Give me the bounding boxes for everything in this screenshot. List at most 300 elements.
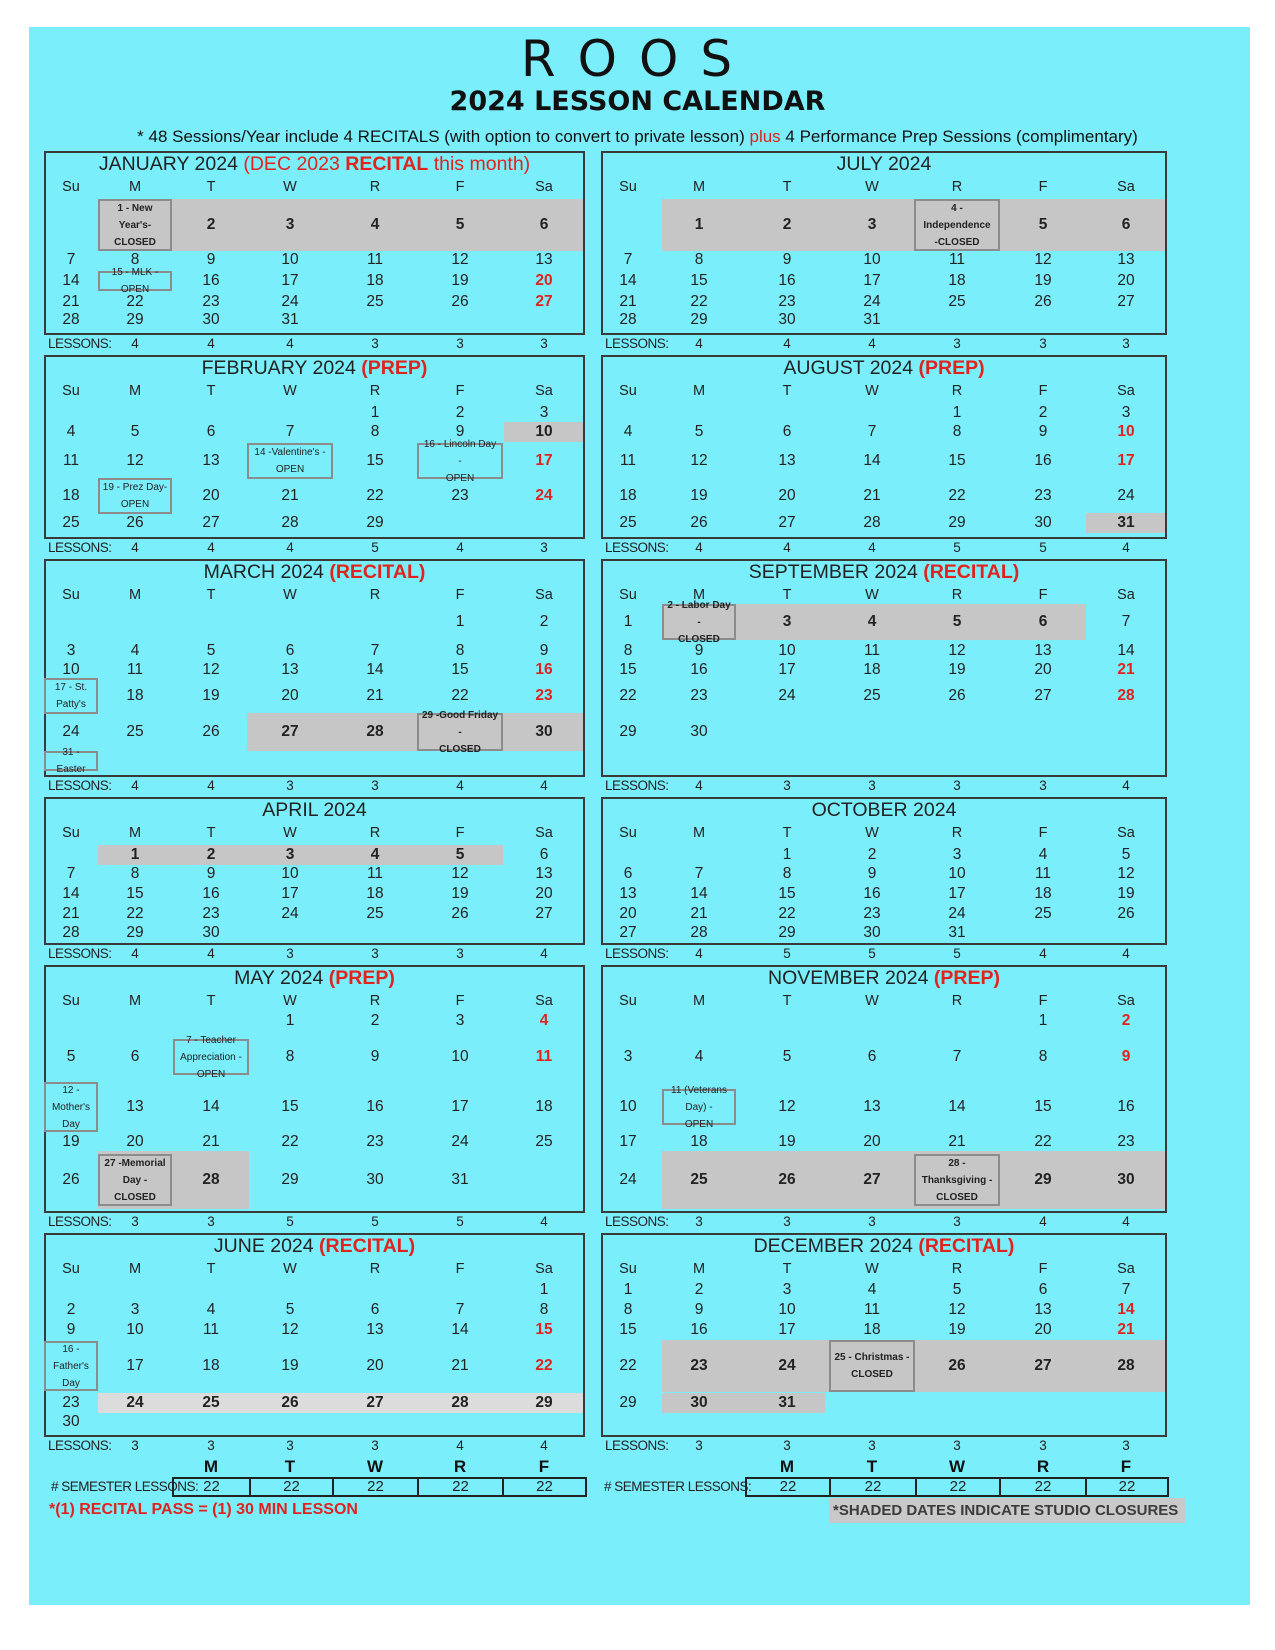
day-cell: 11	[1034, 865, 1052, 882]
day-cell: 25	[366, 293, 384, 310]
day-cell: 24	[619, 1171, 637, 1188]
day-header: Sa	[535, 587, 553, 603]
month-tag: (RECITAL)	[319, 1235, 416, 1257]
day-cell: 8	[952, 423, 962, 440]
semester-day-header: T	[866, 1457, 878, 1476]
day-cell: 1	[623, 1281, 633, 1298]
day-cell: 4	[539, 1012, 549, 1029]
lessons-count: 4	[1122, 1214, 1130, 1229]
day-cell: 14	[863, 452, 881, 469]
day-cell: 23	[690, 1357, 708, 1374]
semester-day-header: W	[366, 1457, 384, 1476]
day-cell: 31	[778, 1394, 796, 1411]
day-cell: 26	[948, 1357, 966, 1374]
day-cell: 6	[1121, 216, 1131, 233]
day-cell: 12	[690, 452, 708, 469]
day-header: R	[369, 587, 381, 603]
day-cell: 27	[1034, 1357, 1052, 1374]
day-cell: 17	[778, 661, 796, 678]
month-title	[603, 797, 1165, 823]
semester-count: 22	[1085, 1477, 1169, 1497]
day-cell: 16	[1034, 452, 1052, 469]
holiday-box: 11 (Veterans Day) - OPEN	[662, 1089, 736, 1125]
day-cell: 8	[623, 1301, 633, 1318]
day-cell: 22	[366, 487, 384, 504]
day-cell: 8	[130, 251, 140, 268]
day-cell: 19	[202, 687, 220, 704]
day-cell: 12	[1034, 251, 1052, 268]
day-header: Su	[62, 179, 80, 195]
day-cell: 29	[619, 1394, 637, 1411]
day-header: M	[128, 825, 142, 841]
day-cell: 18	[690, 1133, 708, 1150]
day-cell: 5	[1121, 846, 1131, 863]
day-header: M	[692, 587, 706, 603]
day-cell: 9	[455, 423, 465, 440]
day-cell: 5	[952, 613, 962, 630]
lessons-count: 4	[1122, 778, 1130, 793]
day-cell: 11	[863, 1301, 881, 1318]
day-cell: 21	[281, 487, 299, 504]
day-cell: 1	[623, 613, 633, 630]
day-cell: 2	[867, 846, 877, 863]
day-cell: 3	[782, 1281, 792, 1298]
day-cell: 20	[126, 1133, 144, 1150]
month-name: JUNE 2024	[213, 1235, 314, 1257]
day-cell: 19	[451, 272, 469, 289]
day-cell: 1	[539, 1281, 549, 1298]
day-cell: 16	[863, 885, 881, 902]
lessons-count: 4	[207, 336, 215, 351]
day-cell: 31	[451, 1171, 469, 1188]
day-cell: 26	[1034, 293, 1052, 310]
day-cell: 12	[281, 1321, 299, 1338]
month-name: JULY 2024	[836, 153, 932, 175]
lessons-count: 4	[868, 336, 876, 351]
month-tag: (RECITAL)	[329, 561, 426, 583]
day-cell: 14	[202, 1098, 220, 1115]
day-cell: 21	[863, 487, 881, 504]
day-cell: 11	[202, 1321, 220, 1338]
semester-day-header: F	[538, 1457, 550, 1476]
day-cell: 25	[126, 723, 144, 740]
day-cell: 10	[948, 865, 966, 882]
lessons-count: 3	[286, 1438, 294, 1453]
day-header: Su	[619, 587, 637, 603]
day-cell: 16	[366, 1098, 384, 1115]
day-cell: 3	[782, 613, 792, 630]
day-cell: 31	[1117, 514, 1135, 531]
lessons-count: 3	[371, 778, 379, 793]
month-note: (DEC 2023	[243, 153, 346, 175]
holiday-box: 25 - Christmas - CLOSED	[829, 1340, 915, 1392]
day-cell: 12	[126, 452, 144, 469]
day-cell: 21	[948, 1133, 966, 1150]
day-cell: 14	[1117, 1301, 1135, 1318]
holiday-box: 28 - Thanksgiving - CLOSED	[914, 1154, 1000, 1206]
day-cell: 15	[366, 452, 384, 469]
month-name: NOVEMBER 2024	[768, 967, 929, 989]
month-tag: (PREP)	[933, 967, 1000, 989]
lessons-count: 4	[456, 778, 464, 793]
day-header: R	[951, 587, 963, 603]
lessons-count: 3	[540, 336, 548, 351]
month-tag: (PREP)	[328, 967, 395, 989]
day-cell: 27	[619, 924, 637, 941]
day-cell: 30	[535, 723, 553, 740]
day-header: F	[455, 1261, 465, 1277]
day-cell: 14	[948, 1098, 966, 1115]
day-cell: 9	[66, 1321, 76, 1338]
day-cell: 20	[1034, 661, 1052, 678]
day-cell: 28	[281, 514, 299, 531]
day-cell: 9	[867, 865, 877, 882]
day-cell: 12	[451, 251, 469, 268]
day-header: T	[782, 383, 792, 399]
day-cell: 16	[690, 1321, 708, 1338]
day-cell: 6	[539, 216, 549, 233]
day-cell: 23	[863, 905, 881, 922]
day-cell: 24	[778, 1357, 796, 1374]
day-cell: 5	[694, 423, 704, 440]
day-cell: 29	[778, 924, 796, 941]
semester-day-header: W	[948, 1457, 966, 1476]
semester-count: 22	[999, 1477, 1087, 1497]
day-cell: 20	[1117, 272, 1135, 289]
day-header: W	[865, 825, 879, 841]
recital-note: *(1) RECITAL PASS = (1) 30 MIN LESSON	[49, 1501, 358, 1518]
day-cell: 29	[126, 311, 144, 328]
day-cell: 7	[867, 423, 877, 440]
day-cell: 6	[370, 1301, 380, 1318]
day-cell: 14	[366, 661, 384, 678]
day-cell: 8	[694, 251, 704, 268]
lessons-label: LESSONS:	[605, 336, 669, 351]
holiday-box: 16 - Father's Day	[44, 1341, 98, 1391]
day-cell: 20	[202, 487, 220, 504]
day-cell: 18	[366, 885, 384, 902]
month-title	[46, 797, 583, 823]
day-cell: 10	[126, 1321, 144, 1338]
semester-day-header: F	[1120, 1457, 1132, 1476]
day-cell: 20	[778, 487, 796, 504]
lessons-count: 5	[371, 1214, 379, 1229]
day-cell: 7	[694, 865, 704, 882]
month-name: OCTOBER 2024	[811, 799, 957, 821]
day-cell: 10	[281, 865, 299, 882]
day-cell: 26	[1117, 905, 1135, 922]
day-cell: 26	[126, 514, 144, 531]
day-cell: 6	[285, 642, 295, 659]
day-cell: 25	[535, 1133, 553, 1150]
day-cell: 28	[366, 723, 384, 740]
day-cell: 24	[281, 905, 299, 922]
day-cell: 3	[130, 1301, 140, 1318]
day-cell: 6	[1038, 1281, 1048, 1298]
lessons-count: 4	[207, 540, 215, 555]
day-cell: 18	[1034, 885, 1052, 902]
day-header: W	[865, 587, 879, 603]
day-cell: 20	[619, 905, 637, 922]
day-cell: 15	[619, 1321, 637, 1338]
day-cell: 8	[623, 642, 633, 659]
day-cell: 22	[948, 487, 966, 504]
day-cell: 18	[619, 487, 637, 504]
semester-day-header: T	[284, 1457, 296, 1476]
lessons-count: 5	[456, 1214, 464, 1229]
day-cell: 9	[694, 1301, 704, 1318]
lessons-count: 3	[695, 1214, 703, 1229]
day-header: M	[128, 383, 142, 399]
day-header: F	[1038, 179, 1048, 195]
day-cell: 13	[535, 251, 553, 268]
day-header: R	[369, 1261, 381, 1277]
day-header: Sa	[1117, 383, 1135, 399]
lessons-count: 3	[286, 946, 294, 961]
day-header: T	[206, 1261, 216, 1277]
holiday-box: 1 - New Year's- CLOSED	[98, 199, 172, 251]
day-cell: 4	[130, 642, 140, 659]
day-cell: 19	[690, 487, 708, 504]
day-cell: 9	[694, 642, 704, 659]
day-cell: 21	[1117, 1321, 1135, 1338]
day-cell: 21	[1117, 661, 1135, 678]
day-cell: 31	[948, 924, 966, 941]
day-cell: 17	[1117, 452, 1135, 469]
day-header: W	[283, 993, 297, 1009]
day-cell: 7	[285, 423, 295, 440]
day-cell: 7	[1121, 1281, 1131, 1298]
day-cell: 29	[366, 514, 384, 531]
lessons-count: 4	[1122, 946, 1130, 961]
day-cell: 7	[952, 1048, 962, 1065]
holiday-box: 12 - Mother's Day	[44, 1082, 98, 1132]
day-header: W	[283, 825, 297, 841]
lessons-count: 5	[868, 946, 876, 961]
lessons-count: 3	[1039, 336, 1047, 351]
day-cell: 21	[619, 293, 637, 310]
day-cell: 14	[62, 885, 80, 902]
day-cell: 13	[535, 865, 553, 882]
holiday-box: 7 - Teacher Appreciation - OPEN	[173, 1039, 249, 1075]
day-cell: 12	[948, 1301, 966, 1318]
day-cell: 23	[1034, 487, 1052, 504]
semester-day-header: R	[1036, 1457, 1050, 1476]
day-cell: 11	[126, 661, 144, 678]
day-header: Su	[619, 179, 637, 195]
day-header: Sa	[1117, 1261, 1135, 1277]
day-cell: 9	[1038, 423, 1048, 440]
day-cell: 5	[285, 1301, 295, 1318]
day-cell: 5	[455, 216, 465, 233]
day-cell: 22	[281, 1133, 299, 1150]
day-cell: 18	[535, 1098, 553, 1115]
month-title	[46, 965, 583, 991]
day-cell: 2	[206, 846, 216, 863]
day-cell: 1	[782, 846, 792, 863]
day-cell: 26	[778, 1171, 796, 1188]
day-cell: 1	[130, 846, 140, 863]
day-cell: 29	[948, 514, 966, 531]
day-header: Su	[62, 993, 80, 1009]
day-cell: 13	[778, 452, 796, 469]
day-header: Sa	[1117, 993, 1135, 1009]
day-header: F	[1038, 825, 1048, 841]
day-cell: 2	[539, 613, 549, 630]
day-header: Sa	[535, 383, 553, 399]
day-cell: 22	[535, 1357, 553, 1374]
lessons-count: 4	[207, 946, 215, 961]
day-cell: 13	[202, 452, 220, 469]
day-cell: 22	[126, 905, 144, 922]
day-cell: 21	[62, 293, 80, 310]
day-cell: 18	[62, 487, 80, 504]
day-cell: 4	[370, 846, 380, 863]
day-cell: 6	[867, 1048, 877, 1065]
lessons-count: 3	[286, 778, 294, 793]
day-cell: 9	[1121, 1048, 1131, 1065]
day-header: M	[692, 993, 706, 1009]
day-cell: 21	[62, 905, 80, 922]
day-cell: 22	[619, 1357, 637, 1374]
day-cell: 20	[1034, 1321, 1052, 1338]
lessons-label: LESSONS:	[48, 1214, 112, 1229]
day-cell: 28	[690, 924, 708, 941]
day-header: R	[369, 993, 381, 1009]
day-cell: 28	[62, 924, 80, 941]
day-header: F	[455, 825, 465, 841]
day-cell: 7	[1121, 613, 1131, 630]
day-cell: 30	[366, 1171, 384, 1188]
day-cell: 4	[370, 216, 380, 233]
day-header: M	[692, 383, 706, 399]
day-cell: 10	[863, 251, 881, 268]
day-cell: 12	[1117, 865, 1135, 882]
day-cell: 29	[619, 723, 637, 740]
day-cell: 17	[281, 272, 299, 289]
day-cell: 15	[1034, 1098, 1052, 1115]
day-cell: 5	[455, 846, 465, 863]
day-cell: 25	[202, 1394, 220, 1411]
lessons-count: 3	[953, 1214, 961, 1229]
day-cell: 15	[126, 885, 144, 902]
day-cell: 25	[1034, 905, 1052, 922]
day-cell: 7	[623, 251, 633, 268]
day-cell: 5	[952, 1281, 962, 1298]
day-cell: 17	[948, 885, 966, 902]
day-cell: 15	[451, 661, 469, 678]
day-cell: 21	[366, 687, 384, 704]
day-header: M	[128, 179, 142, 195]
day-cell: 26	[690, 514, 708, 531]
day-cell: 19	[62, 1133, 80, 1150]
day-cell: 2	[782, 216, 792, 233]
day-cell: 22	[778, 905, 796, 922]
lessons-count: 3	[868, 1438, 876, 1453]
day-cell: 19	[778, 1133, 796, 1150]
day-cell: 20	[535, 272, 553, 289]
month-title	[603, 965, 1165, 991]
day-header: T	[782, 1261, 792, 1277]
day-cell: 26	[451, 905, 469, 922]
page-title: 2024 LESSON CALENDAR	[449, 86, 826, 117]
day-header: Sa	[535, 993, 553, 1009]
day-cell: 26	[451, 293, 469, 310]
day-cell: 4	[867, 1281, 877, 1298]
day-cell: 17	[281, 885, 299, 902]
closure-note: *SHADED DATES INDICATE STUDIO CLOSURES	[829, 1498, 1185, 1523]
day-cell: 24	[535, 487, 553, 504]
day-cell: 18	[863, 1321, 881, 1338]
month-title	[603, 1233, 1165, 1259]
day-cell: 21	[690, 905, 708, 922]
lessons-count: 4	[456, 1438, 464, 1453]
lessons-count: 4	[540, 778, 548, 793]
month-title	[603, 151, 1165, 177]
day-header: W	[865, 179, 879, 195]
day-cell: 23	[62, 1394, 80, 1411]
day-header: Su	[619, 993, 637, 1009]
lessons-count: 3	[1122, 336, 1130, 351]
day-header: R	[369, 825, 381, 841]
day-header: W	[865, 993, 879, 1009]
day-cell: 27	[281, 723, 299, 740]
day-header: F	[1038, 1261, 1048, 1277]
day-header: F	[455, 179, 465, 195]
day-cell: 12	[948, 642, 966, 659]
day-header: W	[865, 1261, 879, 1277]
day-cell: 17	[863, 272, 881, 289]
lessons-count: 3	[207, 1438, 215, 1453]
day-cell: 25	[62, 514, 80, 531]
month-tag: (PREP)	[918, 357, 985, 379]
lessons-count: 3	[207, 1214, 215, 1229]
day-header: W	[283, 383, 297, 399]
holiday-box: 27 -Memorial Day - CLOSED	[98, 1154, 172, 1206]
semester-count: 22	[915, 1477, 1001, 1497]
day-cell: 7	[370, 642, 380, 659]
day-cell: 10	[281, 251, 299, 268]
lessons-count: 4	[131, 336, 139, 351]
day-cell: 16	[690, 661, 708, 678]
month-name: DECEMBER 2024	[753, 1235, 913, 1257]
lessons-count: 3	[371, 336, 379, 351]
day-header: Sa	[1117, 825, 1135, 841]
lessons-count: 5	[1039, 540, 1047, 555]
month-name: AUGUST 2024	[783, 357, 914, 379]
holiday-box: 31 - Easter	[44, 751, 98, 771]
day-header: Su	[62, 1261, 80, 1277]
day-cell: 15	[535, 1321, 553, 1338]
day-cell: 9	[206, 251, 216, 268]
lessons-count: 4	[131, 778, 139, 793]
semester-count: 22	[829, 1477, 917, 1497]
month-tag: (RECITAL)	[918, 1235, 1015, 1257]
day-cell: 17	[451, 1098, 469, 1115]
day-cell: 26	[948, 687, 966, 704]
day-cell: 4	[694, 1048, 704, 1065]
day-cell: 9	[370, 1048, 380, 1065]
lessons-label: LESSONS:	[48, 946, 112, 961]
semester-count: 22	[745, 1477, 831, 1497]
day-cell: 26	[62, 1171, 80, 1188]
month-name: MAY 2024	[234, 967, 324, 989]
lessons-label: LESSONS:	[605, 1214, 669, 1229]
day-header: R	[951, 383, 963, 399]
semester-count: 22	[502, 1477, 587, 1497]
day-cell: 11	[62, 452, 80, 469]
day-cell: 11	[948, 251, 966, 268]
